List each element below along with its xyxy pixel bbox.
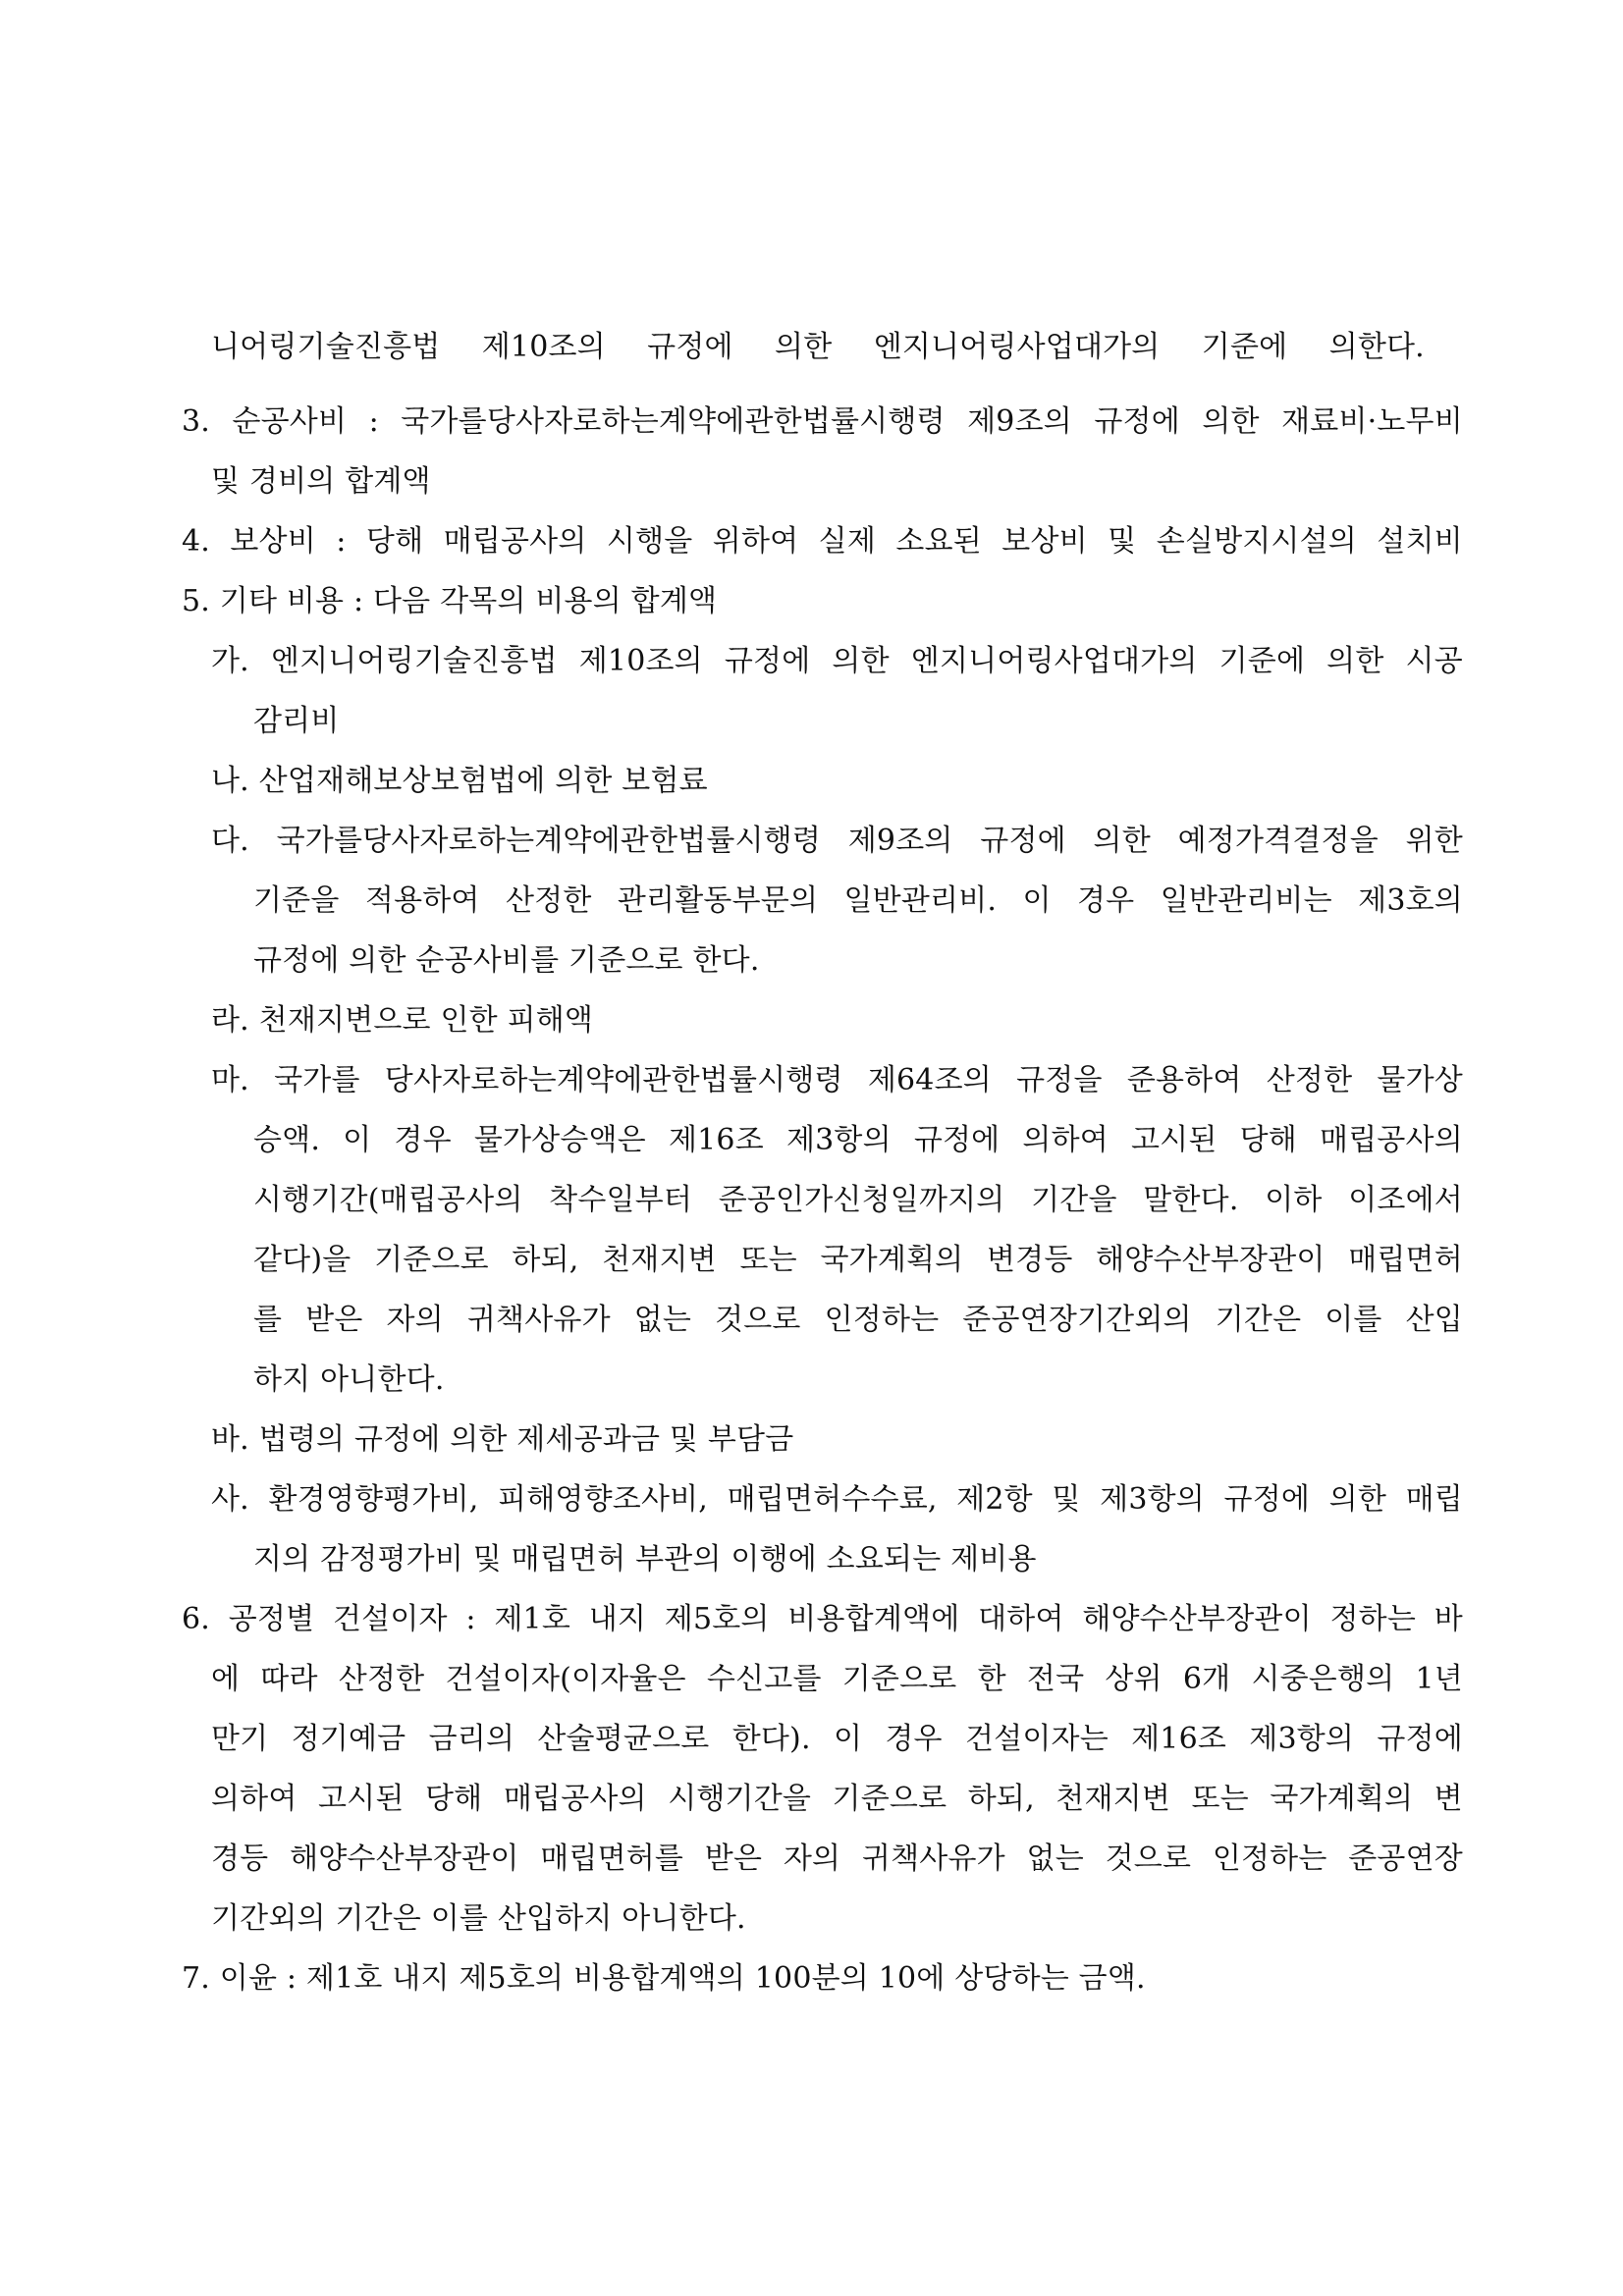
word: 6개 — [1182, 1662, 1231, 1696]
word: 규정에 — [980, 824, 1066, 858]
word: 의한다. — [1328, 330, 1425, 364]
word: 기준을 — [253, 883, 340, 918]
word: 엔지니어링기술진흥법 — [270, 644, 558, 678]
text-line — [211, 1720, 1463, 1759]
word: 바 — [1434, 1602, 1463, 1636]
item-4-line — [182, 522, 1463, 561]
item-5-line: 5. 기타 비용 : 다음 각목의 비용의 합계액 — [182, 584, 718, 618]
word: 없는 — [1026, 1842, 1084, 1876]
word: 같다)을 — [253, 1243, 352, 1277]
text-line — [253, 1181, 1463, 1220]
word: 의한 — [1093, 824, 1151, 858]
word: 제64조의 — [867, 1063, 992, 1097]
word: 경등 — [211, 1842, 269, 1876]
word: 제3항의 — [1249, 1722, 1355, 1756]
item-7-line: 7. 이윤 : 제1호 내지 제5호의 비용합계액의 100분의 10에 상당하는 금액. — [182, 1961, 1146, 1996]
word: 매립면허수수료, — [727, 1482, 938, 1517]
word: 엔지니어링사업대가의 — [910, 644, 1198, 678]
word: 변 — [1434, 1782, 1463, 1816]
word: 받은 — [305, 1303, 363, 1337]
word: 규정에 — [647, 330, 733, 364]
word: 6. — [182, 1602, 211, 1636]
word: 산정한 — [505, 883, 592, 918]
word: 천재지변 — [602, 1243, 717, 1277]
word: 제5호의 — [664, 1602, 770, 1636]
word: 를 — [253, 1303, 283, 1337]
word: 건설이자는 — [964, 1722, 1109, 1756]
text-line: 감리비 — [253, 704, 340, 738]
word: 피해영향조사비, — [498, 1482, 709, 1517]
word: 매립면허를 — [540, 1842, 684, 1876]
word: 받은 — [704, 1842, 763, 1876]
text-line — [211, 1660, 1463, 1699]
text-line: 및 경비의 합계액 — [211, 464, 431, 499]
text-line — [211, 1840, 1463, 1879]
word: 기준으로 — [374, 1243, 489, 1277]
word: 다. — [211, 824, 249, 858]
text-line: 하지 아니한다. — [253, 1362, 445, 1397]
word: 인정하는 — [1212, 1842, 1327, 1876]
word: 따라 — [260, 1662, 318, 1696]
word: 국가를당사자로하는계약에관한법률시행령 — [401, 404, 946, 439]
word: 매립면허 — [1348, 1243, 1463, 1277]
word: 고시된 — [318, 1782, 405, 1816]
sub-item-ga-line — [211, 642, 1463, 681]
word: 가. — [211, 644, 249, 678]
word: 해양수산부장관이 — [1096, 1243, 1325, 1277]
word: 이를 — [1325, 1303, 1382, 1337]
word: 제9조의 — [847, 824, 953, 858]
word: 해양수산부장관이 — [1082, 1602, 1312, 1636]
word: 순공사비 — [232, 404, 348, 439]
word: 규정에 — [1377, 1722, 1463, 1756]
word: 매립 — [1405, 1482, 1463, 1517]
word: 환경영향평가비, — [268, 1482, 479, 1517]
word: 기준으로 — [832, 1782, 947, 1816]
word: 준용하여 — [1126, 1063, 1242, 1097]
word: 매립공사의 — [1320, 1123, 1463, 1157]
word: 의하여 — [1022, 1123, 1109, 1157]
word: 인정하는 — [824, 1303, 940, 1337]
word: 규정에 — [1094, 404, 1180, 439]
word: 니어링기술진흥법 — [211, 330, 441, 364]
word: 것으로 — [1105, 1842, 1192, 1876]
word: 기간은 — [1215, 1303, 1302, 1337]
word: 설치비 — [1377, 524, 1463, 559]
word: 내지 — [588, 1602, 647, 1636]
word: 수신고를 — [706, 1662, 822, 1696]
word: 귀책사유가 — [861, 1842, 1005, 1876]
word: 이 — [833, 1722, 863, 1756]
word: 제16조 — [668, 1123, 764, 1157]
sub-item-sa-line — [211, 1480, 1463, 1520]
word: 산입 — [1405, 1303, 1463, 1337]
text-line — [253, 881, 1463, 921]
word: 시행기간(매립공사의 — [253, 1183, 523, 1217]
word: 귀책사유가 — [466, 1303, 611, 1337]
word: 규정에 — [913, 1123, 1001, 1157]
word: 준공연장 — [1348, 1842, 1463, 1876]
word: : — [336, 524, 347, 559]
word: 3. — [182, 404, 211, 439]
word: 보상비 — [1001, 524, 1088, 559]
word: 기간을 — [1031, 1183, 1117, 1217]
word: 또는 — [1191, 1782, 1249, 1816]
word: 경우 — [885, 1722, 943, 1756]
word: 의한 — [832, 644, 890, 678]
word: 말한다. — [1143, 1183, 1239, 1217]
word: : — [465, 1602, 476, 1636]
word: 준공인가신청일까지의 — [718, 1183, 1005, 1217]
word: 제10조의 — [481, 330, 606, 364]
word: 승액. — [253, 1123, 321, 1157]
word: 제3호의 — [1358, 883, 1463, 918]
word: 의하여 — [211, 1782, 298, 1816]
word: 당해 — [1239, 1123, 1297, 1157]
text-line: 기간외의 기간은 이를 산입하지 아니한다. — [211, 1901, 746, 1936]
word: 제1호 — [494, 1602, 571, 1636]
word: 일반관리비. — [843, 883, 998, 918]
sub-item-ba-line: 바. 법령의 규정에 의한 제세공과금 및 부담금 — [211, 1422, 794, 1457]
sub-item-da-line — [211, 822, 1463, 861]
word: 하되, — [967, 1782, 1035, 1816]
word: 산술평균으로 — [537, 1722, 710, 1756]
word: 물가상 — [1377, 1063, 1463, 1097]
word: 제16조 — [1131, 1722, 1227, 1756]
word: 4. — [182, 524, 211, 559]
item-3-line — [182, 402, 1463, 442]
word: 물가상승액은 — [473, 1123, 646, 1157]
word: 자의 — [386, 1303, 444, 1337]
word: 한다). — [731, 1722, 811, 1756]
text-line — [253, 1121, 1463, 1160]
word: 시행기간을 — [668, 1782, 812, 1816]
word: 규정에 — [1223, 1482, 1311, 1517]
text-line: 지의 감정평가비 및 매립면허 부관의 이행에 소요되는 제비용 — [253, 1542, 1037, 1576]
word: 적용하여 — [364, 883, 480, 918]
text-line — [211, 328, 1425, 367]
word: 의한 — [775, 330, 833, 364]
word: : — [368, 404, 379, 439]
word: 및 — [1108, 524, 1137, 559]
item-6-line — [182, 1600, 1463, 1639]
word: 정하는 — [1329, 1602, 1416, 1636]
word: 시중은행의 — [1251, 1662, 1395, 1696]
word: 에 — [211, 1662, 241, 1696]
word: 준공연장기간외의 — [962, 1303, 1192, 1337]
word: 의한 — [1202, 404, 1260, 439]
word: 경우 — [394, 1123, 452, 1157]
word: 산정한 — [1266, 1063, 1353, 1097]
word: 엔지니어링사업대가의 — [873, 330, 1161, 364]
word: 공정별 — [228, 1602, 315, 1636]
word: 제10조의 — [578, 644, 703, 678]
word: 제3항의 — [1100, 1482, 1205, 1517]
word: 일반관리비는 — [1160, 883, 1332, 918]
sub-item-ma-line — [211, 1061, 1463, 1100]
word: 산정한 — [338, 1662, 425, 1696]
word: 의한 — [1326, 644, 1384, 678]
word: 제2항 — [956, 1482, 1033, 1517]
sub-item-na-line: 나. 산업재해보상보험법에 의한 보험료 — [211, 764, 708, 798]
word: 변경등 — [986, 1243, 1073, 1277]
word: 관리활동부문의 — [617, 883, 819, 918]
word: 하되, — [512, 1243, 579, 1277]
word: 위한 — [1405, 824, 1463, 858]
word: 시공 — [1405, 644, 1463, 678]
word: 정기예금 — [291, 1722, 406, 1756]
word: 제3항의 — [785, 1123, 892, 1157]
word: 당해 — [425, 1782, 483, 1816]
word: 비용합계액에 — [787, 1602, 960, 1636]
text-line: 규정에 의한 순공사비를 기준으로 한다. — [253, 943, 760, 978]
word: 재료비·노무비 — [1281, 404, 1463, 439]
text-line — [253, 1301, 1463, 1340]
word: 매립공사의 — [443, 524, 587, 559]
word: 건설이자 — [332, 1602, 448, 1636]
word: 고시된 — [1131, 1123, 1217, 1157]
word: 당사자로하는계약에관한법률시행령 — [384, 1063, 843, 1097]
word: 전국 — [1026, 1662, 1085, 1696]
word: 자의 — [783, 1842, 841, 1876]
word: 국가계획의 — [820, 1243, 964, 1277]
word: 기준에 — [1218, 644, 1306, 678]
word: 기준으로 — [841, 1662, 957, 1696]
word: 이하 — [1265, 1183, 1323, 1217]
word: 손실방지시설의 — [1156, 524, 1357, 559]
word: 사. — [211, 1482, 249, 1517]
word: 착수일부터 — [549, 1183, 693, 1217]
word: 국가를 — [274, 1063, 360, 1097]
word: 경우 — [1076, 883, 1135, 918]
word: 상위 — [1105, 1662, 1163, 1696]
word: 당해 — [365, 524, 424, 559]
word: 해양수산부장관이 — [290, 1842, 519, 1876]
word: 소요된 — [895, 524, 982, 559]
word: 없는 — [633, 1303, 692, 1337]
word: 금리의 — [428, 1722, 515, 1756]
word: 1년 — [1415, 1662, 1463, 1696]
word: 것으로 — [715, 1303, 801, 1337]
word: 국가계획의 — [1270, 1782, 1414, 1816]
word: 마. — [211, 1063, 249, 1097]
word: 또는 — [739, 1243, 797, 1277]
text-line — [211, 1780, 1463, 1819]
word: 의한 — [1328, 1482, 1387, 1517]
word: 위하여 — [712, 524, 799, 559]
word: 보상비 — [230, 524, 316, 559]
word: 이 — [1022, 883, 1052, 918]
word: 천재지변 — [1055, 1782, 1171, 1816]
word: 실제 — [818, 524, 877, 559]
word: 규정에 — [724, 644, 811, 678]
word: 기준에 — [1201, 330, 1288, 364]
word: 매립공사의 — [503, 1782, 647, 1816]
word: 이조에서 — [1348, 1183, 1463, 1217]
word: 대하여 — [978, 1602, 1064, 1636]
word: 한 — [977, 1662, 1006, 1696]
text-line — [253, 1241, 1463, 1280]
word: 제9조의 — [967, 404, 1072, 439]
word: 규정을 — [1016, 1063, 1103, 1097]
word: 예정가격결정을 — [1177, 824, 1379, 858]
word: 만기 — [211, 1722, 269, 1756]
sub-item-ra-line: 라. 천재지변으로 인한 피해액 — [211, 1003, 594, 1038]
word: 국가를당사자로하는계약에관한법률시행령 — [276, 824, 822, 858]
word: 건설이자(이자율은 — [445, 1662, 686, 1696]
word: 및 — [1052, 1482, 1081, 1517]
word: 이 — [343, 1123, 372, 1157]
word: 시행을 — [606, 524, 693, 559]
